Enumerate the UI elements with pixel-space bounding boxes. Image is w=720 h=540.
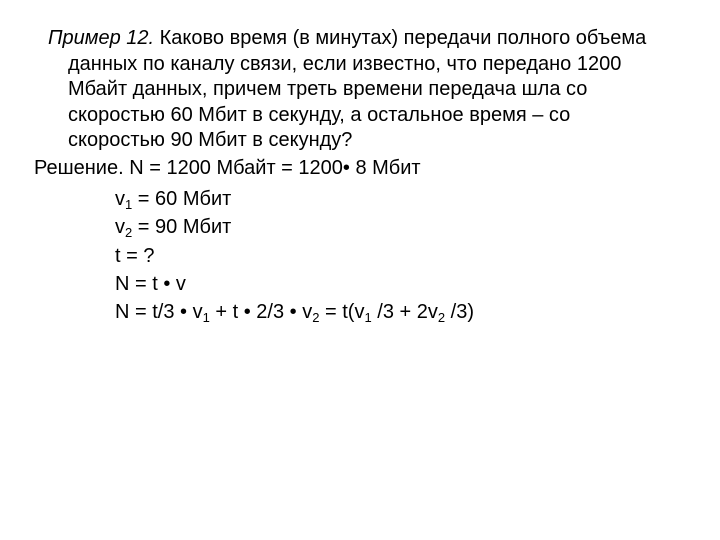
problem-line-4: скоростью 60 Мбит в секунду, а остальное время – со (68, 103, 571, 126)
v1-sub: 1 (125, 197, 133, 212)
v2-sub: 2 (125, 225, 133, 241)
final-part-4: /3 + 2v (371, 301, 438, 324)
solution-formulas (115, 185, 474, 326)
problem-line-1 (48, 26, 688, 52)
problem-line-2: данных по каналу связи, если известно, что передано 1200 (68, 52, 622, 75)
formula-v2 (115, 213, 474, 241)
formula-n-eq: N = t • v (115, 272, 186, 295)
problem-statement (48, 26, 688, 154)
v2-var: v (115, 216, 125, 239)
final-part-2: + t • 2/3 • v (209, 301, 313, 324)
final-part-3: = t(v (319, 301, 365, 324)
problem-line-5: скоростью 90 Мбит в секунду? (68, 129, 353, 151)
v2-value: = 90 Мбит (132, 216, 232, 239)
final-sub-3: 1 (364, 310, 372, 326)
final-sub-2: 2 (312, 310, 320, 326)
problem-label: Пример 12. (48, 27, 155, 49)
final-sub-1: 1 (202, 310, 210, 326)
v1-value: = 60 Мбит (132, 188, 232, 210)
problem-text-1: Каково время (в минутах) передачи полного объема (154, 27, 647, 49)
formula-v1 (115, 185, 474, 213)
solution-heading: Решение. N = 1200 Мбайт = 1200• 8 Мбит (34, 157, 421, 179)
formula-final (115, 298, 474, 326)
formula-t: t = ? (115, 244, 155, 267)
v1-var: v (115, 188, 125, 210)
final-part-5: /3) (445, 301, 474, 324)
problem-line-3: Мбайт данных, причем треть времени передача шла со (68, 78, 588, 100)
final-part-1: N = t/3 • v (115, 301, 203, 324)
final-sub-4: 2 (437, 310, 446, 326)
